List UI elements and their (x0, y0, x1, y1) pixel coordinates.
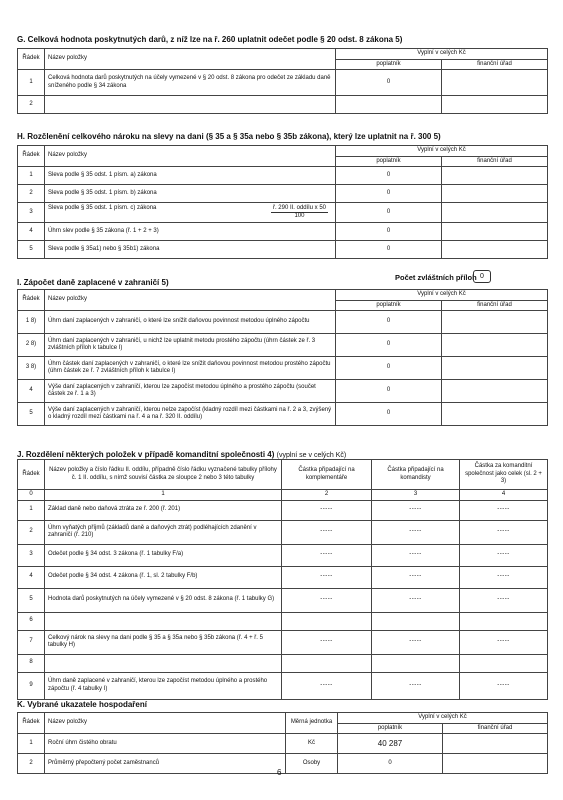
header-fill-in: Vyplní v celých Kč (336, 146, 548, 157)
partnership-total-value[interactable] (460, 654, 548, 672)
complementary-value[interactable]: ----- (282, 500, 372, 520)
row-label: Průměrný přepočtený počet zaměstnanců (45, 754, 286, 774)
complementary-value[interactable]: ----- (282, 520, 372, 544)
partnership-total-value[interactable]: ----- (460, 566, 548, 588)
complementary-value[interactable]: ----- (282, 672, 372, 699)
header-row-no: Řádek (18, 290, 45, 311)
column-index: 0 (18, 490, 45, 501)
complementary-value[interactable]: ----- (282, 566, 372, 588)
row-label: Úhrn daní zaplacených v zahraničí, o které lze snížit daňovou povinnost metodou úplného zápočtu (45, 311, 336, 334)
complementary-value[interactable] (282, 654, 372, 672)
page-number: 6 (277, 768, 282, 777)
row-number: 4 (18, 566, 45, 588)
unit-value: Osoby (286, 754, 338, 774)
section-k-title: K. Vybrané ukazatele hospodaření (17, 700, 147, 709)
column-index: 1 (45, 490, 282, 501)
row-label: Základ daně nebo daňová ztráta ze ř. 200 (ř. 201) (45, 500, 282, 520)
section-j-table (17, 459, 548, 700)
row-number: 1 (18, 500, 45, 520)
header-payer: poplatník (336, 59, 442, 70)
table-row (18, 223, 548, 241)
row-number: 3 (18, 203, 45, 223)
tax-office-value[interactable] (442, 70, 548, 96)
tax-office-value[interactable] (443, 734, 548, 754)
table-row (18, 380, 548, 403)
limited-partners-value[interactable]: ----- (372, 566, 460, 588)
partnership-total-value[interactable]: ----- (460, 544, 548, 566)
row-label: Výše daní zaplacených v zahraničí, kterou nelze započíst (kladný rozdíl mezi částkami na ř. 2 a 3, zvýšený o kladný rozdíl mezi částkami na ř. 4 a na ř. 320 II. oddílu) (45, 403, 336, 426)
section-h-title: H. Rozčlenění celkového nároku na slevy na dani (§ 35 a § 35a nebo § 35b zákona), který lze uplatnit na ř. 300 5) (17, 132, 441, 141)
table-row (18, 630, 548, 654)
limited-partners-value[interactable]: ----- (372, 544, 460, 566)
table-row (18, 544, 548, 566)
section-i-table (17, 289, 548, 426)
section-g-table (17, 48, 548, 114)
section-j-title (17, 450, 346, 459)
table-row (18, 734, 548, 754)
header-tax-office: finanční úřad (443, 723, 548, 734)
table-row (18, 520, 548, 544)
row-number: 4 (18, 223, 45, 241)
table-row (18, 167, 548, 185)
row-label: Celková hodnota darů poskytnutých na účely vymezené v § 20 odst. 8 zákona pro odečet ze základu daně sníženého podle § 34 zákona (45, 70, 336, 96)
section-h-table (17, 145, 548, 259)
partnership-total-value[interactable] (460, 612, 548, 630)
tax-office-value[interactable] (442, 96, 548, 114)
formula-fraction (271, 205, 328, 221)
header-fill-in: Vyplní v celých Kč (338, 713, 548, 724)
row-number: 1 (18, 70, 45, 96)
limited-partners-value[interactable] (372, 612, 460, 630)
limited-partners-value[interactable]: ----- (372, 672, 460, 699)
row-label: Sleva podle § 35 odst. 1 písm. b) zákona (45, 185, 336, 203)
row-label: Celkový nárok na slevy na dani podle § 35 a § 35a nebo § 35b zákona (ř. 4 + ř. 5 tabulky H) (45, 630, 282, 654)
header-tax-office: finanční úřad (442, 156, 548, 167)
row-number: 3 (18, 544, 45, 566)
row-label: Úhrn slev podle § 35 zákona (ř. 1 + 2 + 3) (45, 223, 336, 241)
payer-value[interactable]: 0 (336, 167, 442, 185)
table-row (18, 654, 548, 672)
payer-value[interactable]: 0 (336, 357, 442, 380)
limited-partners-value[interactable]: ----- (372, 500, 460, 520)
column-index: 3 (372, 490, 460, 501)
table-row (18, 241, 548, 259)
row-number: 9 (18, 672, 45, 699)
payer-value[interactable]: 40 287 (338, 734, 443, 754)
payer-value[interactable]: 0 (336, 334, 442, 357)
row-label: Hodnota darů poskytnutých na účely vymezené v § 20 odst. 8 zákona (ř. 1 tabulky G) (45, 588, 282, 612)
complementary-value[interactable]: ----- (282, 588, 372, 612)
limited-partners-value[interactable]: ----- (372, 588, 460, 612)
header-row-no: Řádek (18, 49, 45, 70)
payer-value[interactable]: 0 (336, 185, 442, 203)
row-label: Úhrn vyňatých příjmů (základů daně a daňových ztrát) podléhajících zdanění v zahraničí (ř. 210) (45, 520, 282, 544)
table-row (18, 70, 548, 96)
row-label: Roční úhrn čistého obratu (45, 734, 286, 754)
row-number: 7 (18, 630, 45, 654)
header-payer: poplatník (336, 156, 442, 167)
row-label: Odečet podle § 34 odst. 4 zákona (ř. 1, sl. 2 tabulky F/b) (45, 566, 282, 588)
table-row (18, 96, 548, 114)
row-label: Výše daní zaplacených v zahraničí, kterou lze započíst metodou úplného a prostého zápočtu (součet částek ze ř. 1 a 3) (45, 380, 336, 403)
header-fill-in: Vyplní v celých Kč (336, 49, 548, 60)
payer-value[interactable]: 0 (336, 70, 442, 96)
row-number: 2 (18, 185, 45, 203)
row-number: 2 (18, 96, 45, 114)
special-attachments-label: Počet zvláštních příloh (395, 273, 477, 282)
header-fill-in: Vyplní v celých Kč (336, 290, 548, 301)
tax-office-value[interactable] (442, 167, 548, 185)
table-row (18, 357, 548, 380)
tax-office-value[interactable] (443, 754, 548, 774)
tax-office-value[interactable] (442, 185, 548, 203)
column-index: 4 (460, 490, 548, 501)
payer-value[interactable]: 0 (336, 241, 442, 259)
complementary-value[interactable]: ----- (282, 630, 372, 654)
header-row-no: Řádek (18, 460, 45, 490)
complementary-value[interactable] (282, 612, 372, 630)
header-limited-partners: Částka připadající na komandisty (372, 460, 460, 490)
header-item-name: Název položky (45, 713, 286, 734)
tax-office-value[interactable] (442, 357, 548, 380)
row-label (45, 612, 282, 630)
table-row (18, 588, 548, 612)
tax-office-value[interactable] (442, 241, 548, 259)
column-index: 2 (282, 490, 372, 501)
table-row (18, 566, 548, 588)
limited-partners-value[interactable] (372, 654, 460, 672)
row-number: 5 (18, 588, 45, 612)
fraction-denominator: 100 (294, 213, 305, 219)
tax-office-value[interactable] (442, 334, 548, 357)
header-payer: poplatník (336, 300, 442, 311)
row-label: Úhrn daní zaplacených v zahraničí, u nichž lze uplatnit metodu prostého zápočtu (úhrn částek ze ř. 3 zvláštních příloh k tabulce I) (45, 334, 336, 357)
header-tax-office: finanční úřad (442, 59, 548, 70)
partnership-total-value[interactable]: ----- (460, 672, 548, 699)
column-index-row (18, 490, 548, 501)
header-complementary: Částka připadající na komplementáře (282, 460, 372, 490)
section-j-heading: J. Rozdělení některých položek v případě komanditní společnosti 4) (17, 450, 275, 459)
row-label (45, 96, 336, 114)
row-label: Sleva podle § 35 odst. 1 písm. c) zákona (48, 204, 157, 211)
section-j-note: (vyplní se v celých Kč) (276, 452, 347, 459)
table-row (18, 672, 548, 699)
row-number: 5 (18, 403, 45, 426)
table-row (18, 754, 548, 774)
partnership-total-value[interactable]: ----- (460, 500, 548, 520)
row-number: 4 (18, 380, 45, 403)
payer-value[interactable]: 0 (336, 403, 442, 426)
header-partnership-total: Částka za komanditní společnost jako celek (sl. 2 + 3) (460, 460, 548, 490)
row-number: 5 (18, 241, 45, 259)
tax-office-value[interactable] (442, 380, 548, 403)
partnership-total-value[interactable]: ----- (460, 588, 548, 612)
tax-office-value[interactable] (442, 203, 548, 223)
header-row-no: Řádek (18, 713, 45, 734)
limited-partners-value[interactable]: ----- (372, 520, 460, 544)
row-number: 1 (18, 167, 45, 185)
table-row (18, 203, 548, 223)
tax-office-value[interactable] (442, 403, 548, 426)
section-i-title: I. Zápočet daně zaplacené v zahraničí 5) (17, 278, 169, 287)
table-row (18, 500, 548, 520)
header-item-name: Název položky (45, 146, 336, 167)
row-number: 8 (18, 654, 45, 672)
table-row (18, 612, 548, 630)
header-item-name-j: Název položky a číslo řádku II. oddílu, případně číslo řádku vyznačené tabulky přílohy č. 1 II. oddílu, s nímž souvisí částka ze sloupce 2 nebo 3 této tabulky (45, 460, 282, 490)
section-k-table (17, 712, 548, 774)
row-label (45, 654, 282, 672)
header-payer: poplatník (338, 723, 443, 734)
table-row (18, 403, 548, 426)
row-number: 6 (18, 612, 45, 630)
row-label: Úhrn částek daní zaplacených v zahraničí, o které lze snížit daňovou povinnost metodou prostého zápočtu (úhrn částek ze ř. 7 zvláštních příloh k tabulce I) (45, 357, 336, 380)
table-row (18, 334, 548, 357)
header-row-no: Řádek (18, 146, 45, 167)
special-attachments-count[interactable]: 0 (473, 270, 491, 283)
row-label-with-formula (45, 203, 336, 223)
section-g-title: G. Celková hodnota poskytnutých darů, z níž lze na ř. 260 uplatnit odečet podle § 20 odst. 8 zákona 5) (17, 35, 403, 44)
row-number: 2 8) (18, 334, 45, 357)
partnership-total-value[interactable]: ----- (460, 520, 548, 544)
tax-office-value[interactable] (442, 311, 548, 334)
row-number: 1 8) (18, 311, 45, 334)
row-number: 3 8) (18, 357, 45, 380)
row-label: Sleva podle § 35a1) nebo § 35b1) zákona (45, 241, 336, 259)
row-number: 2 (18, 520, 45, 544)
unit-value: Kč (286, 734, 338, 754)
tax-office-value[interactable] (442, 223, 548, 241)
header-item-name: Název položky (45, 49, 336, 70)
header-unit: Měrná jednotka (286, 713, 338, 734)
payer-value[interactable]: 0 (338, 754, 443, 774)
row-number: 1 (18, 734, 45, 754)
payer-value[interactable]: 0 (336, 311, 442, 334)
row-label: Úhrn daně zaplacené v zahraničí, kterou lze započíst metodou úplného a prostého zápočtu (ř. 4 tabulky I) (45, 672, 282, 699)
payer-value[interactable]: 0 (336, 203, 442, 223)
fraction-numerator: ř. 290 II. oddílu x 50 (271, 205, 328, 214)
partnership-total-value[interactable]: ----- (460, 630, 548, 654)
row-label: Odečet podle § 34 odst. 3 zákona (ř. 1 tabulky F/a) (45, 544, 282, 566)
row-label: Sleva podle § 35 odst. 1 písm. a) zákona (45, 167, 336, 185)
payer-value[interactable] (336, 96, 442, 114)
payer-value[interactable]: 0 (336, 380, 442, 403)
header-tax-office: finanční úřad (442, 300, 548, 311)
payer-value[interactable]: 0 (336, 223, 442, 241)
limited-partners-value[interactable]: ----- (372, 630, 460, 654)
table-row (18, 185, 548, 203)
header-item-name: Název položky (45, 290, 336, 311)
table-row (18, 311, 548, 334)
complementary-value[interactable]: ----- (282, 544, 372, 566)
row-number: 2 (18, 754, 45, 774)
